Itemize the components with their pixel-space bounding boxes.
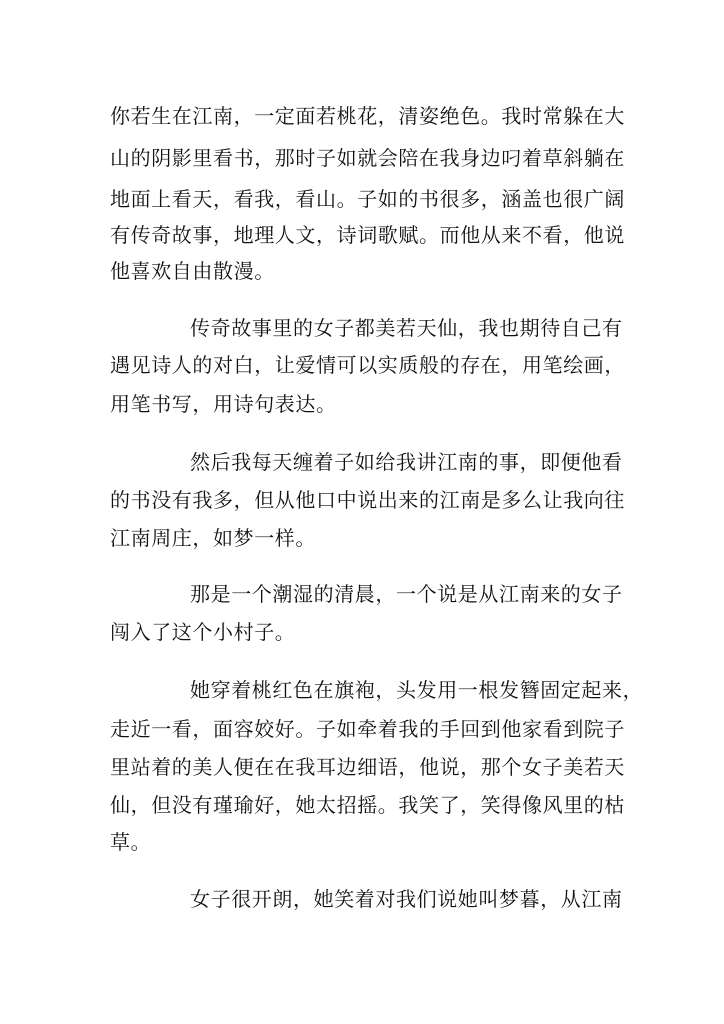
paragraph-2-line-2: 遇见诗人的对白，让爱情可以实质般的存在，用笔绘画， xyxy=(110,353,625,377)
paragraph-5-line-3: 里站着的美人便在在我耳边细语，他说，那个女子美若天 xyxy=(110,755,625,779)
paragraph-3-line-1: 然后我每天缠着子如给我讲江南的事，即便他看 xyxy=(190,450,623,474)
paragraph-1-line-5: 他喜欢自由散漫。 xyxy=(110,259,275,283)
paragraph-3-line-2: 的书没有我多，但从他口中说出来的江南是多么让我向往 xyxy=(110,488,625,512)
paragraph-5-line-4: 仙，但没有瑾瑜好，她太招摇。我笑了，笑得像风里的枯 xyxy=(110,793,625,817)
paragraph-1-line-3: 地面上看天，看我，看山。子如的书很多，涵盖也很广阔 xyxy=(110,187,625,211)
paragraph-5-line-5: 草。 xyxy=(110,830,152,854)
paragraph-5-line-2: 走近一看，面容姣好。子如牵着我的手回到他家看到院子 xyxy=(110,717,625,741)
paragraph-1-line-1: 你若生在江南，一定面若桃花，清姿绝色。我时常躲在大 xyxy=(110,104,625,128)
paragraph-2-line-1: 传奇故事里的女子都美若天仙，我也期待自己有 xyxy=(190,316,623,340)
paragraph-4-line-2: 闯入了这个小村子。 xyxy=(110,620,296,644)
paragraph-6-line-1: 女子很开朗，她笑着对我们说她叫梦暮，从江南 xyxy=(190,887,623,911)
paragraph-1-line-4: 有传奇故事，地理人文，诗词歌赋。而他从来不看，他说 xyxy=(110,223,625,247)
paragraph-1-line-2: 山的阴影里看书，那时子如就会陪在我身边叼着草斜躺在 xyxy=(110,146,625,170)
paragraph-3-line-3: 江南周庄，如梦一样。 xyxy=(110,526,316,550)
paragraph-2-line-3: 用笔书写，用诗句表达。 xyxy=(110,392,337,416)
paragraph-5-line-1: 她穿着桃红色在旗袍，头发用一根发簪固定起来， xyxy=(190,678,644,702)
paragraph-4-line-1: 那是一个潮湿的清晨，一个说是从江南来的女子 xyxy=(190,582,623,606)
